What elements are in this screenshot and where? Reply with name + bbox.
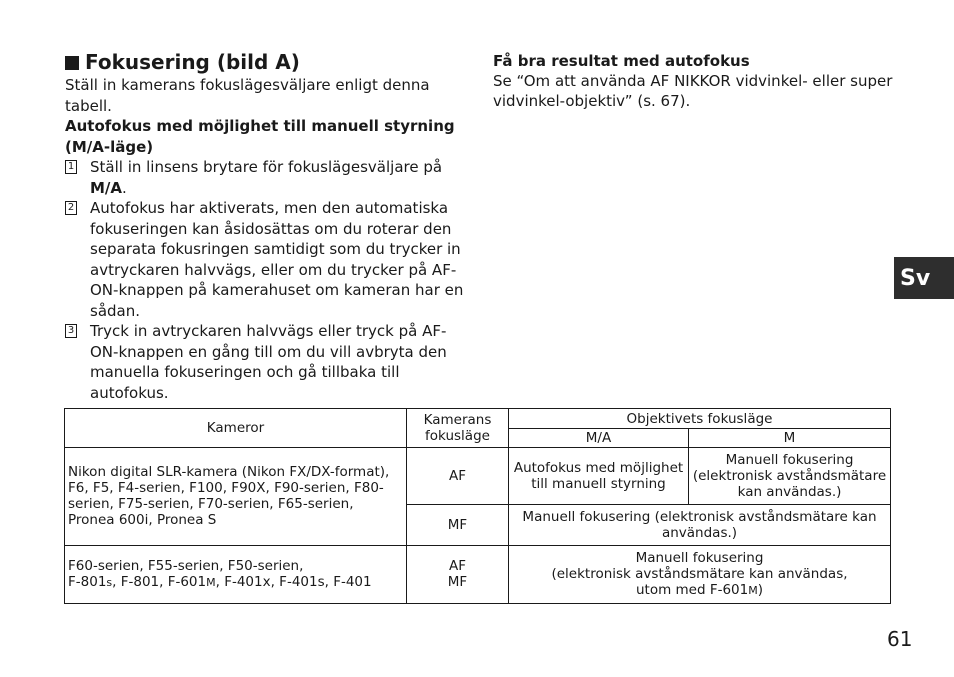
header-m: M [689, 429, 891, 448]
step-3 [65, 321, 465, 403]
page-number: 61 [887, 627, 913, 651]
section-heading [65, 50, 465, 74]
intro-text: Ställ in kamerans fokuslägesväljare enligt denna tabell. [65, 76, 430, 115]
step-text-3: Tryck in avtryckaren halvvägs eller tryck på AF-ON-knappen en gång till om du vill avbryta den manuella fokuseringen och gå tillbaka till autofokus. [90, 322, 447, 402]
row2-cameras: F60-serien, F55-serien, F50-serien, F-801s, F-801, F-601M, F-401x, F-401s, F-401 [65, 545, 407, 603]
row1-cameras: Nikon digital SLR-kamera (Nikon FX/DX-format), F6, F5, F4-serien, F100, F90X, F90-serien, F80-serien, F75-serien, F70-serien, F65-serien, Pronea 600i, Pronea S [65, 448, 407, 545]
header-ma: M/A [509, 429, 689, 448]
tip-text: Se “Om att använda AF NIKKOR vidvinkel- eller super vidvinkel-objektiv” (s. 67). [493, 72, 893, 110]
step-1 [65, 157, 465, 198]
left-column [65, 50, 465, 403]
header-cameras: Kameror [65, 409, 407, 448]
header-camera-focus-mode: Kamerans fokusläge [407, 409, 509, 448]
row1-af-m: Manuell fokusering (elektronisk avståndsmätare kan användas.) [689, 448, 891, 505]
row1-mf: MF [407, 505, 509, 545]
language-tab: Sv [894, 257, 954, 299]
step-number-1: 1 [65, 160, 77, 174]
row2-modes: AF MF [407, 545, 509, 603]
ma-setting: M/A [90, 178, 123, 197]
step-2 [65, 198, 465, 321]
focus-mode-table [64, 408, 891, 604]
subheading: Autofokus med möjlighet till manuell styrning (M/A-läge) [65, 117, 455, 156]
header-lens-focus-mode: Objektivets fokusläge [509, 409, 891, 429]
step-number-3: 3 [65, 324, 77, 338]
section-heading-text: Fokusering (bild A) [85, 50, 300, 74]
row1-af-ma: Autofokus med möjlighet till manuell styrning [509, 448, 689, 505]
step-text-2: Autofokus har aktiverats, men den automatiska fokuseringen kan åsidosättas om du roterar den separata fokusringen samtidigt som du trycker in avtryckaren halvvägs, eller om du trycker på AF-ON-knappen på kamerahuset om kameran har en sådan. [90, 199, 464, 320]
step-text-1: Ställ in linsens brytare för fokuslägesväljare på M/A. [90, 158, 443, 197]
row1-af: AF [407, 448, 509, 505]
square-bullet-icon [65, 56, 79, 70]
right-column [493, 51, 893, 111]
row1-mf-value: Manuell fokusering (elektronisk avståndsmätare kan användas.) [509, 505, 891, 545]
tip-heading: Få bra resultat med autofokus [493, 52, 750, 70]
step-number-2: 2 [65, 201, 77, 215]
row2-value: Manuell fokusering (elektronisk avståndsmätare kan användas, utom med F-601M) [509, 545, 891, 603]
